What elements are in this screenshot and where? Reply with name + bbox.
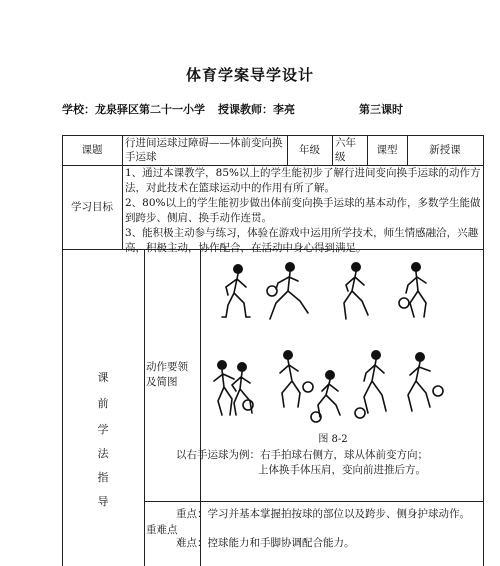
goal-item: 3、能积极主动参与练习，体验在游戏中运用所学技术，师生情感融洽，兴趣高，积极主动，协作配合，在活动中身心得到满足。 [125, 227, 479, 254]
goals-label: 学习目标 [71, 200, 113, 213]
figure-text-line-2: 上体换手体压肩，变向前进推后方。 [258, 464, 426, 476]
player-sketch [408, 352, 443, 411]
lesson-table [62, 135, 484, 566]
player-sketch [399, 262, 426, 317]
guide-vertical-char: 课 [97, 371, 109, 384]
column-divider [144, 249, 145, 566]
school-info: 学校：龙泉驿区第二十一小学 [62, 103, 205, 116]
guide-vertical-char: 指 [97, 471, 109, 484]
table-border-right [483, 135, 484, 566]
player-sketch [311, 370, 340, 422]
goal-item: 2、80%以上的学生能初步做出体前变向换手运球的基本动作，多数学生能做到跨步、侧肩、换手动作连贯。 [125, 197, 481, 224]
player-sketch [344, 262, 368, 319]
figure-text-line-1: 以右手运球为例：右手拍球右侧方，球从体前变方向； [176, 449, 428, 461]
guide-vertical-char: 前 [97, 397, 109, 410]
guide-vertical-char: 导 [97, 495, 109, 508]
key-points-label: 动作要领及简图 [146, 361, 188, 388]
goals-text [125, 166, 481, 254]
guide-vertical-char: 学 [97, 423, 109, 436]
document-title: 体育学案导学设计 [185, 66, 314, 84]
column-divider [332, 135, 333, 165]
guide-vertical-char: 法 [97, 447, 109, 460]
key-point-text: 重点：学习并基本掌握拍按球的部位以及跨步、侧身护球动作。 [176, 508, 470, 520]
grade-value: 六年级 [335, 137, 356, 163]
period-info: 第三课时 [359, 103, 403, 116]
type-value: 新授课 [429, 143, 461, 156]
teacher-info: 授课教师：李亮 [218, 103, 295, 116]
topic-value: 行进间运球过障碍——体前变向换手运球 [125, 137, 283, 163]
player-sketch [355, 350, 386, 418]
topic-label: 课题 [81, 143, 103, 156]
player-sketch [222, 264, 250, 317]
player-sketch [214, 360, 253, 415]
player-sketch [267, 262, 308, 319]
type-label: 课型 [376, 143, 398, 156]
grade-label: 年级 [299, 143, 320, 156]
difficulty-label: 重难点 [146, 524, 178, 536]
figure-caption: 图 8-2 [318, 433, 348, 445]
player-sketch [280, 350, 313, 407]
goal-item: 1、通过本课教学，85%以上的学生能初步了解行进间变向换手运球的动作方法，对此技术在篮球运动中的作用有所了解。 [125, 167, 481, 194]
difficult-point-text: 难点：控球能力和手脚协调配合能力。 [176, 537, 355, 549]
dribbling-figure [180, 257, 450, 429]
column-divider [122, 135, 123, 249]
row-divider [144, 501, 484, 502]
